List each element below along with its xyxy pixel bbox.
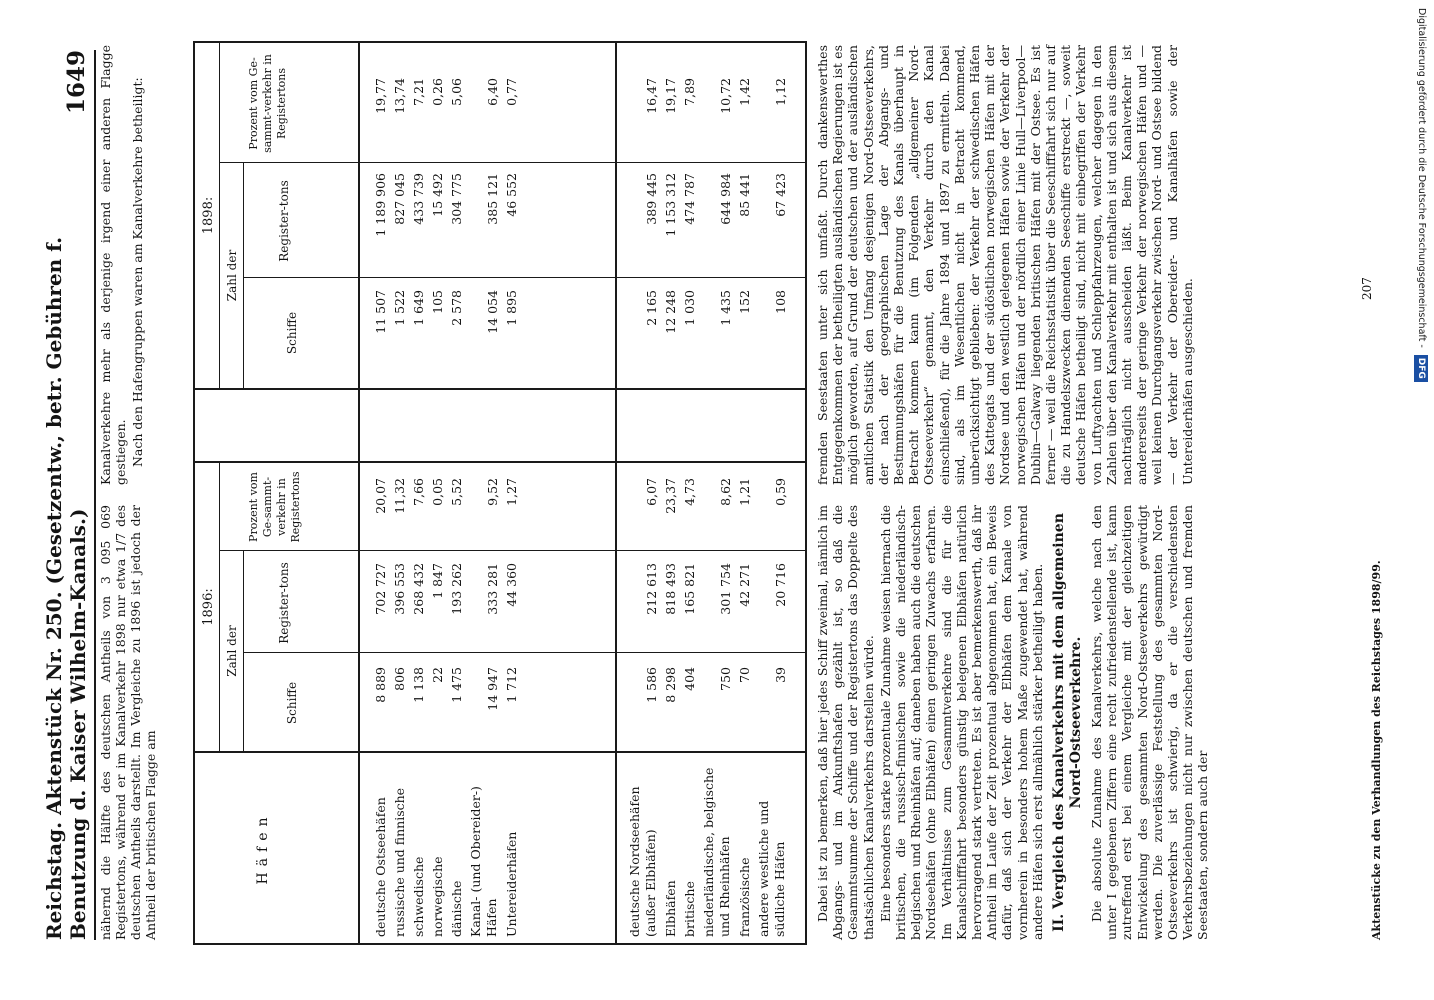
cell-s98: 2 578	[449, 290, 464, 326]
left-paragraph-2: Eine besonders starke prozentuale Zunahme weisen hiernach die britischen, die russisch-finnischen sowie die niederländisch-belgischen und Rheinhäfen auf; daneben haben auch die deutschen Nordseehäfen (ohne Elbhäfen) einen geringen Zuwachs erfahren. Im Verhältnisse zum Gesammtverkehre sind die für die Kanalschifffahrt besonders günstig belegenen Elbhäfen natürlich hervorragend stark vertreten. Es ist aber bemerkenswerth, daß ihr Antheil im Laufe der Zeit prozentual abgenommen hat, ein Beweis dafür, daß sich der Verkehr der Elbhäfen dem Kanale von vornherein in besonders hohem Maße zugewendet hat, während andere Häfen sich erst allmählich stärker betheiligt haben.	[877, 505, 1045, 940]
table-row	[737, 43, 754, 943]
side-notice-text: Digitalisierung gefördert durch die Deutsche Forschungsgemeinschaft -	[1416, 8, 1427, 348]
cell-p98: 7,89	[682, 78, 697, 106]
header-prozent-1896: Prozent vom Ge-sammt-verkehr in Registertons	[247, 471, 302, 543]
section-heading: II. Vergleich des Kanalverkehrs mit dem allgemeinen Nord-Ostseeverkehre.	[1051, 513, 1085, 932]
cell-r98: 304 775	[449, 173, 464, 225]
cell-s96: 8 298	[663, 667, 678, 703]
row-label: norwegische	[430, 856, 445, 937]
cell-p96: 1,21	[737, 478, 752, 506]
header-page-number: 1649	[63, 50, 90, 115]
intro-left-column	[98, 505, 160, 940]
cell-p96: 4,73	[682, 478, 697, 506]
footer-note: Aktenstücke zu den Verhandlungen des Reichstages 1898/99.	[1370, 560, 1383, 940]
cell-s96: 8 889	[373, 667, 388, 703]
cell-r98: 385 121	[485, 173, 500, 225]
cell-s96: 1 475	[449, 667, 464, 703]
cell-s96: 1 138	[411, 667, 426, 703]
cell-p96: 5,52	[449, 478, 464, 506]
cell-p96: 9,52	[485, 478, 500, 506]
left-paragraph-1: Dabei ist zu bemerken, daß hier jedes Schiff zweimal, nämlich im Abgangs- und im Ankunftshafen gezählt ist, so daß die Gesammtsumme der Schiffe und der Registertons das Doppelte des thatsächlichen Kanalverkehrs darstellen würde.	[815, 505, 876, 940]
cell-r98: 67 423	[773, 173, 788, 217]
cell-p96: 6,07	[644, 478, 659, 506]
cell-s96: 22	[430, 667, 445, 683]
header-registertons-1896: Register-tons	[277, 562, 291, 644]
header-year-1898: 1898:	[201, 196, 216, 235]
cell-r96: 212 613	[644, 563, 659, 615]
intro-right-text-2: Nach den Hafengruppen waren am Kanalverkehre betheiligt:	[130, 77, 145, 467]
row-label: deutsche Ostseehäfen	[373, 797, 388, 937]
cell-p96: 7,66	[411, 478, 426, 506]
cell-r96: 20 716	[773, 563, 788, 607]
cell-s98: 1 895	[504, 290, 519, 326]
cell-s98: 12 248	[663, 290, 678, 334]
side-notice	[1412, 8, 1434, 993]
cell-s98: 152	[737, 290, 752, 314]
header-prozent-1898: Prozent vom Ge-sammt-verkehr in Registertons	[247, 54, 288, 153]
text-right-column	[815, 45, 1197, 485]
cell-s96: 750	[718, 667, 733, 691]
cell-p96: 20,07	[373, 478, 388, 514]
cell-p98: 6,40	[485, 78, 500, 106]
cell-r96: 1 847	[430, 563, 445, 599]
cell-p98: 13,74	[392, 78, 407, 114]
row-label: Elbhäfen	[663, 880, 678, 937]
right-paragraph-1: fremden Seestaaten unter sich umfaßt. Durch dankenswerthes Entgegenkommen der betheiligten ausländischen Regierungen ist es möglich geworden, auf Grund der deutschen und der ausländischen amtlichen Statistik den Umfang desjenigen Nord-Ostseeverkehrs, der nach der geographischen Lage der Abgangs- und Bestimmungshäfen für die Benutzung des Kanals überhaupt in Betracht kommen kann (im Folgenden „allgemeiner Nord-Ostseeverkehr“ genannt, den Verkehr durch den Kanal einschließend), für die Jahre 1894 und 1897 zu ermitteln. Dabei sind, als im Wesentlichen nicht in Betracht kommend, unberücksichtigt geblieben: der Verkehr der schwedischen Häfen des Kattegats und der südöstlichen norwegischen Häfen mit der Nordsee und den westlich gelegenen Häfen sowie der Verkehr der norwegischen Häfen und der nördlich einer Linie Hull—Liverpool—Dublin—Galway liegenden britischen Häfen mit der Ostsee. Es ist ferner — weil die Reichsstatistik über die Seeschifffahrt sich nur auf die zu Handelszwecken dienenden Seeschiffe erstreckt —, soweit deutsche Häfen betheiligt sind, nicht mit einbegriffen der Verkehr von Luftyachten und Schleppfahrzeugen, welcher dagegen in den Zahlen über den Kanalverkehr mit enthalten ist und sich aus diesem nachträglich nicht ausscheiden läßt. Beim Kanalverkehr ist andererseits der geringe Verkehr der norwegischen Häfen und — weil keinen Durchgangsverkehr zwischen Nord- und Ostsee bildend — der Verkehr der Obereider- und Kanalhäfen sowie der Untereiderhäfen ausgeschieden.	[815, 45, 1195, 485]
row-label: schwedische	[411, 856, 426, 937]
cell-s98: 105	[430, 290, 445, 314]
header-zahl-der-1898: Zahl der	[225, 249, 239, 302]
cell-p98: 5,06	[449, 78, 464, 106]
cell-s98: 2 165	[644, 290, 659, 326]
cell-p98: 19,17	[663, 78, 678, 114]
intro-left-text: nähernd die Hälfte des deutschen Antheils von 3 095 069 Registertons, während er im Kanalverkehr 1898 nur etwa 1/7 des deutschen Antheils darstellt. Im Vergleiche zu 1896 ist jedoch der Antheil der britischen Flagge am	[98, 505, 158, 940]
cell-r96: 818 493	[663, 563, 678, 615]
row-label: Kanal- (und Obereider-) Häfen	[468, 786, 499, 937]
row-label: französische	[737, 857, 752, 937]
text-left-column	[815, 505, 1213, 940]
header-registertons-1898: Register-tons	[277, 180, 291, 262]
harbour-table	[193, 41, 807, 945]
table-row	[468, 43, 502, 943]
cell-s96: 806	[392, 667, 407, 691]
cell-r98: 827 045	[392, 173, 407, 225]
header-schiffe-1896: Schiffe	[285, 681, 299, 725]
cell-s96: 39	[773, 667, 788, 683]
header-year-1896: 1896:	[201, 588, 216, 626]
table-row	[392, 43, 409, 943]
cell-s98: 1 522	[392, 290, 407, 326]
cell-r98: 1 189 906	[373, 173, 388, 237]
table-row	[701, 43, 735, 943]
cell-s96: 404	[682, 667, 697, 691]
cell-s98: 1 649	[411, 290, 426, 326]
row-label: Untereiderhäfen	[504, 831, 519, 937]
cell-r96: 44 360	[504, 563, 519, 607]
cell-r96: 333 281	[485, 563, 500, 615]
cell-p96: 0,59	[773, 478, 788, 506]
cell-r98: 474 787	[682, 173, 697, 225]
cell-p98: 16,47	[644, 78, 659, 114]
table-row	[430, 43, 447, 943]
table-row	[663, 43, 680, 943]
cell-r98: 389 445	[644, 173, 659, 225]
cell-p96: 8,62	[718, 478, 733, 506]
cell-s98: 1 435	[718, 290, 733, 326]
cell-p98: 1,12	[773, 78, 788, 106]
cell-p98: 0,26	[430, 78, 445, 106]
cell-r98: 46 552	[504, 173, 519, 217]
header-schiffe-1898: Schiffe	[285, 311, 299, 355]
cell-r96: 268 432	[411, 563, 426, 615]
cell-p98: 1,42	[737, 78, 752, 106]
cell-p98: 10,72	[718, 78, 733, 114]
cell-s98: 1 030	[682, 290, 697, 326]
cell-r96: 165 821	[682, 563, 697, 615]
cell-r96: 42 271	[737, 563, 752, 607]
cell-r98: 1 153 312	[663, 173, 678, 237]
intro-right-column	[98, 45, 147, 485]
row-label: russische und finnische	[392, 787, 407, 937]
cell-s96: 1 712	[504, 667, 519, 703]
table-row	[373, 43, 390, 943]
row-label: deutsche Nordseehäfen (außer Elbhäfen)	[627, 786, 658, 937]
table-row	[411, 43, 428, 943]
cell-r98: 15 492	[430, 173, 445, 217]
row-label: niederländische, belgische und Rheinhäfen	[701, 767, 732, 937]
cell-s96: 70	[737, 667, 752, 683]
header-haefen: Häfen	[255, 811, 271, 885]
page-header	[42, 50, 96, 940]
row-label: britische	[682, 881, 697, 937]
table-row	[756, 43, 790, 943]
cell-s98: 11 507	[373, 290, 388, 334]
cell-p98: 19,77	[373, 78, 388, 114]
left-paragraph-3: Die absolute Zunahme des Kanalverkehrs, welche nach den unter I gegebenen Ziffern eine recht zufriedenstellende ist, kann zutreffend erst bei einem Vergleiche mit der gleichzeitigen Entwickelung des gesammten Nord-Ostseeverkehrs gewürdigt werden. Die zuverlässige Feststellung des gesammten Nord-Ostseeverkehrs ist schwierig, da er die verschiedensten Verkehrsbeziehungen nicht nur zwischen deutschen und fremden Seestaaten, sondern auch der	[1089, 505, 1211, 940]
cell-r98: 644 984	[718, 173, 733, 225]
cell-s98: 108	[773, 290, 788, 314]
cell-r96: 396 553	[392, 563, 407, 615]
header-title: Reichstag. Aktenstück Nr. 250. (Gesetzentw., betr. Gebühren f. Benutzung d. Kaiser Wilhelm-Kanals.)	[42, 236, 90, 940]
cell-p98: 7,21	[411, 78, 426, 106]
cell-r98: 433 739	[411, 173, 426, 225]
cell-p98: 0,77	[504, 78, 519, 106]
cell-r96: 702 727	[373, 563, 388, 615]
table-row	[504, 43, 521, 943]
cell-s96: 14 947	[485, 667, 500, 711]
cell-s98: 14 054	[485, 290, 500, 334]
intro-right-text-1: Kanalverkehre mehr als derjenige irgend einer anderen Flagge gestiegen.	[98, 45, 128, 485]
table-row	[449, 43, 466, 943]
footer-page-number: 207	[1360, 277, 1374, 300]
table-row	[627, 43, 661, 943]
row-label: andere westliche und südliche Häfen	[756, 800, 787, 937]
cell-r96: 193 262	[449, 563, 464, 615]
row-label: dänische	[449, 880, 464, 937]
header-zahl-der-1896: Zahl der	[225, 625, 239, 677]
cell-p96: 1,27	[504, 478, 519, 506]
dfg-logo: DFG	[1414, 355, 1428, 382]
table-row	[682, 43, 699, 943]
cell-r96: 301 754	[718, 563, 733, 615]
cell-s96: 1 586	[644, 667, 659, 703]
cell-p96: 11,32	[392, 478, 407, 514]
cell-p96: 23,37	[663, 478, 678, 514]
cell-r98: 85 441	[737, 173, 752, 217]
table-header	[195, 43, 360, 943]
cell-p96: 0,05	[430, 478, 445, 506]
